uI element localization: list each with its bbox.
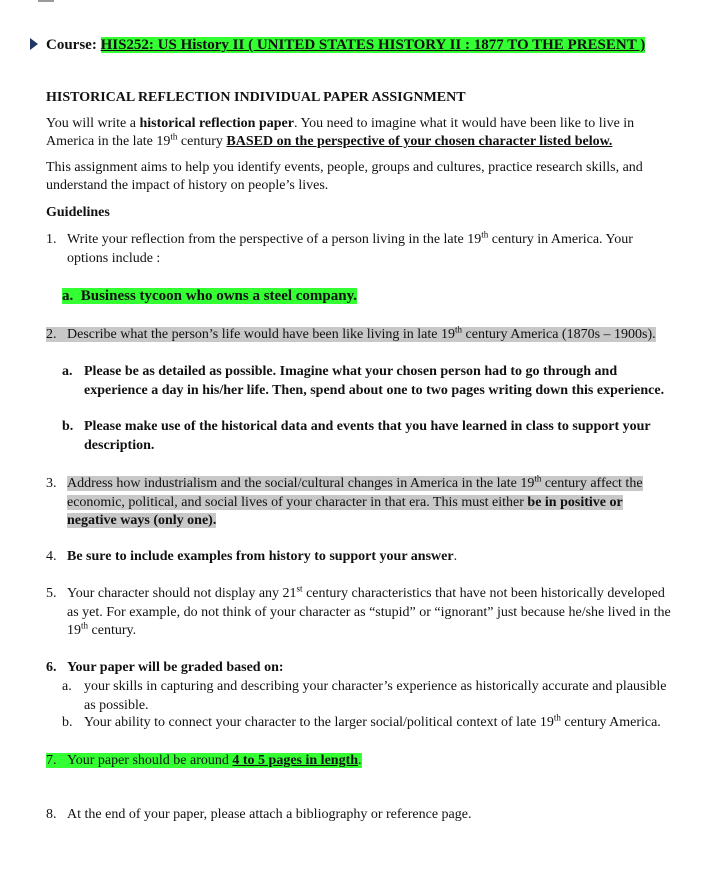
- guideline-item-3: 3. Address how industrialism and the social/cultural changes in America in the late 19th century affect the economic, political, and social lives of your character in that era. This must either be in positive or negative ways (only one).: [46, 473, 643, 528]
- course-label: Course:: [46, 37, 97, 53]
- guideline-item-2a: a. Please be as detailed as possible. Imagine what your chosen person had to go through and experience a day in his/her life. Then, spend about one to two pages writing down this experience.: [62, 364, 665, 398]
- guideline-item-6a: a. your skills in capturing and describing your character’s experience as historically accurate and plausible as possible.: [62, 679, 667, 713]
- collapse-triangle-icon[interactable]: [30, 38, 38, 50]
- course-header: [30, 37, 645, 54]
- guideline-item-2b: b. Please make use of the historical data and events that you have learned in class to support your description.: [62, 419, 651, 453]
- character-option: a. Business tycoon who owns a steel company.: [62, 288, 358, 304]
- course-title: HIS252: US History II ( UNITED STATES HISTORY II : 1877 TO THE PRESENT ): [100, 37, 646, 53]
- assignment-title: HISTORICAL REFLECTION INDIVIDUAL PAPER ASSIGNMENT: [46, 90, 466, 105]
- aim-paragraph: This assignment aims to help you identify events, people, groups and cultures, practice research skills, and understand the impact of history on people’s lives.: [46, 160, 643, 193]
- guidelines-heading: Guidelines: [46, 205, 110, 220]
- guideline-item-8: 8. At the end of your paper, please attach a bibliography or reference page.: [46, 807, 472, 822]
- guideline-item-4: 4. Be sure to include examples from history to support your answer.: [46, 549, 458, 564]
- guideline-item-5: 5. Your character should not display any 21st century characteristics that have not been historically developed as yet. For example, do not think of your character as “stupid” or “ignorant” just because he/she lived in the 19th century.: [46, 583, 671, 638]
- guideline-item-2: 2. Describe what the person’s life would have been like living in late 19th century America (1870s – 1900s).: [46, 324, 656, 342]
- guideline-item-6: 6. Your paper will be graded based on:: [46, 660, 284, 675]
- intro-paragraph: You will write a historical reflection paper. You need to imagine what it would have been like to live in America in the late 19th century BASED on the perspective of your chosen character listed below.: [46, 116, 635, 149]
- guideline-item-7: 7. Your paper should be around 4 to 5 pages in length.: [46, 753, 362, 768]
- guideline-item-6b: b. Your ability to connect your character to the larger social/political context of late 19th century America.: [62, 712, 661, 730]
- guideline-item-1: 1. Write your reflection from the perspective of a person living in the late 19th century in America. Your options include :: [46, 229, 633, 266]
- top-divider: [38, 0, 54, 2]
